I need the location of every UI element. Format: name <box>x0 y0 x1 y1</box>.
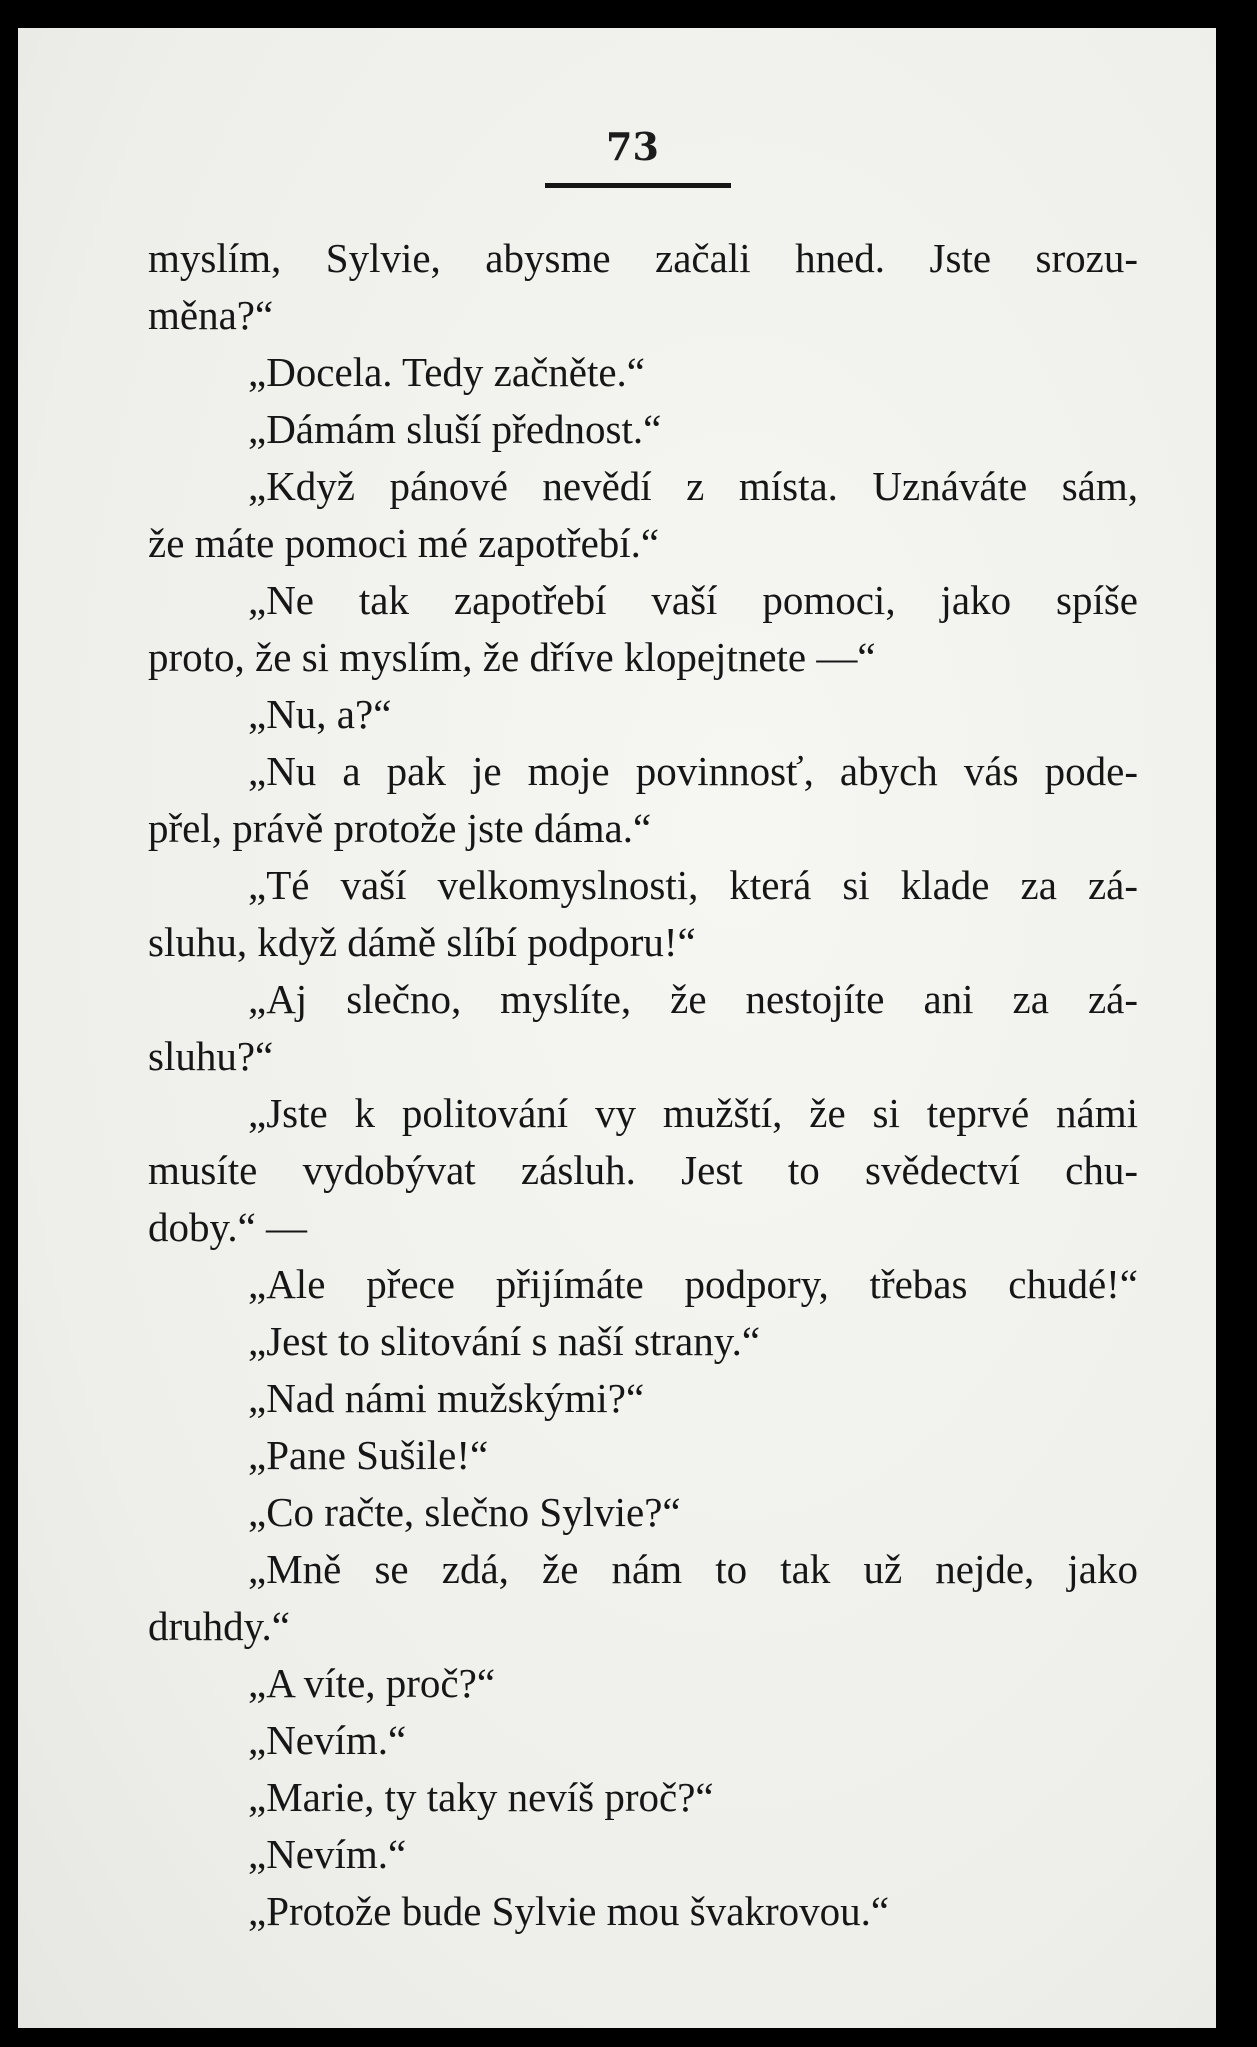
text-line: myslím, Sylvie, abysme začali hned. Jste srozu- <box>148 235 1138 281</box>
text-line: „Aj slečno, myslíte, že nestojíte ani za zá- <box>248 976 1138 1022</box>
text-line: „Dámám sluší přednost.“ <box>248 406 662 452</box>
text-line: „Nevím.“ <box>248 1831 407 1877</box>
text-line: „Pane Sušile!“ <box>248 1432 489 1478</box>
book-page <box>18 28 1216 2028</box>
header-rule <box>545 183 731 188</box>
text-line: měna?“ <box>148 292 274 338</box>
text-line: „Docela. Tedy začněte.“ <box>248 349 646 395</box>
text-line: „A víte, proč?“ <box>248 1660 496 1706</box>
text-line: „Nu a pak je moje povinnosť, abych vás pode- <box>248 748 1138 794</box>
text-line: „Co račte, slečno Sylvie?“ <box>248 1489 681 1535</box>
text-line: „Mně se zdá, že nám to tak už nejde, jako <box>248 1546 1138 1592</box>
text-line: proto, že si myslím, že dříve klopejtnete —“ <box>148 634 876 680</box>
text-line: „Protože bude Sylvie mou švakrovou.“ <box>248 1888 890 1934</box>
text-line: „Ale přece přijímáte podpory, třebas chudé!“ <box>248 1261 1138 1307</box>
page-text <box>148 230 1138 1940</box>
page-number: 73 <box>606 124 659 169</box>
text-line: „Ne tak zapotřebí vaší pomoci, jako spíše <box>248 577 1138 623</box>
text-line: „Té vaší velkomyslnosti, která si klade za zá- <box>248 862 1138 908</box>
text-line: „Nu, a?“ <box>248 691 392 737</box>
text-line: musíte vydobývat zásluh. Jest to svědectví chu- <box>148 1147 1138 1193</box>
text-line: „Jest to slitování s naší strany.“ <box>248 1318 761 1364</box>
text-line: sluhu, když dámě slíbí podporu!“ <box>148 919 696 965</box>
text-line: „Když pánové nevědí z místa. Uznáváte sám, <box>248 463 1138 509</box>
text-line: „Jste k politování vy mužští, že si teprvé námi <box>248 1090 1138 1136</box>
text-line: druhdy.“ <box>148 1603 290 1649</box>
text-line: přel, právě protože jste dáma.“ <box>148 805 652 851</box>
text-line: „Marie, ty taky nevíš proč?“ <box>248 1774 714 1820</box>
text-line: sluhu?“ <box>148 1033 274 1079</box>
text-line: že máte pomoci mé zapotřebí.“ <box>148 520 660 566</box>
text-line: „Nevím.“ <box>248 1717 407 1763</box>
text-line: „Nad námi mužskými?“ <box>248 1375 645 1421</box>
text-line: doby.“ — <box>148 1204 308 1250</box>
